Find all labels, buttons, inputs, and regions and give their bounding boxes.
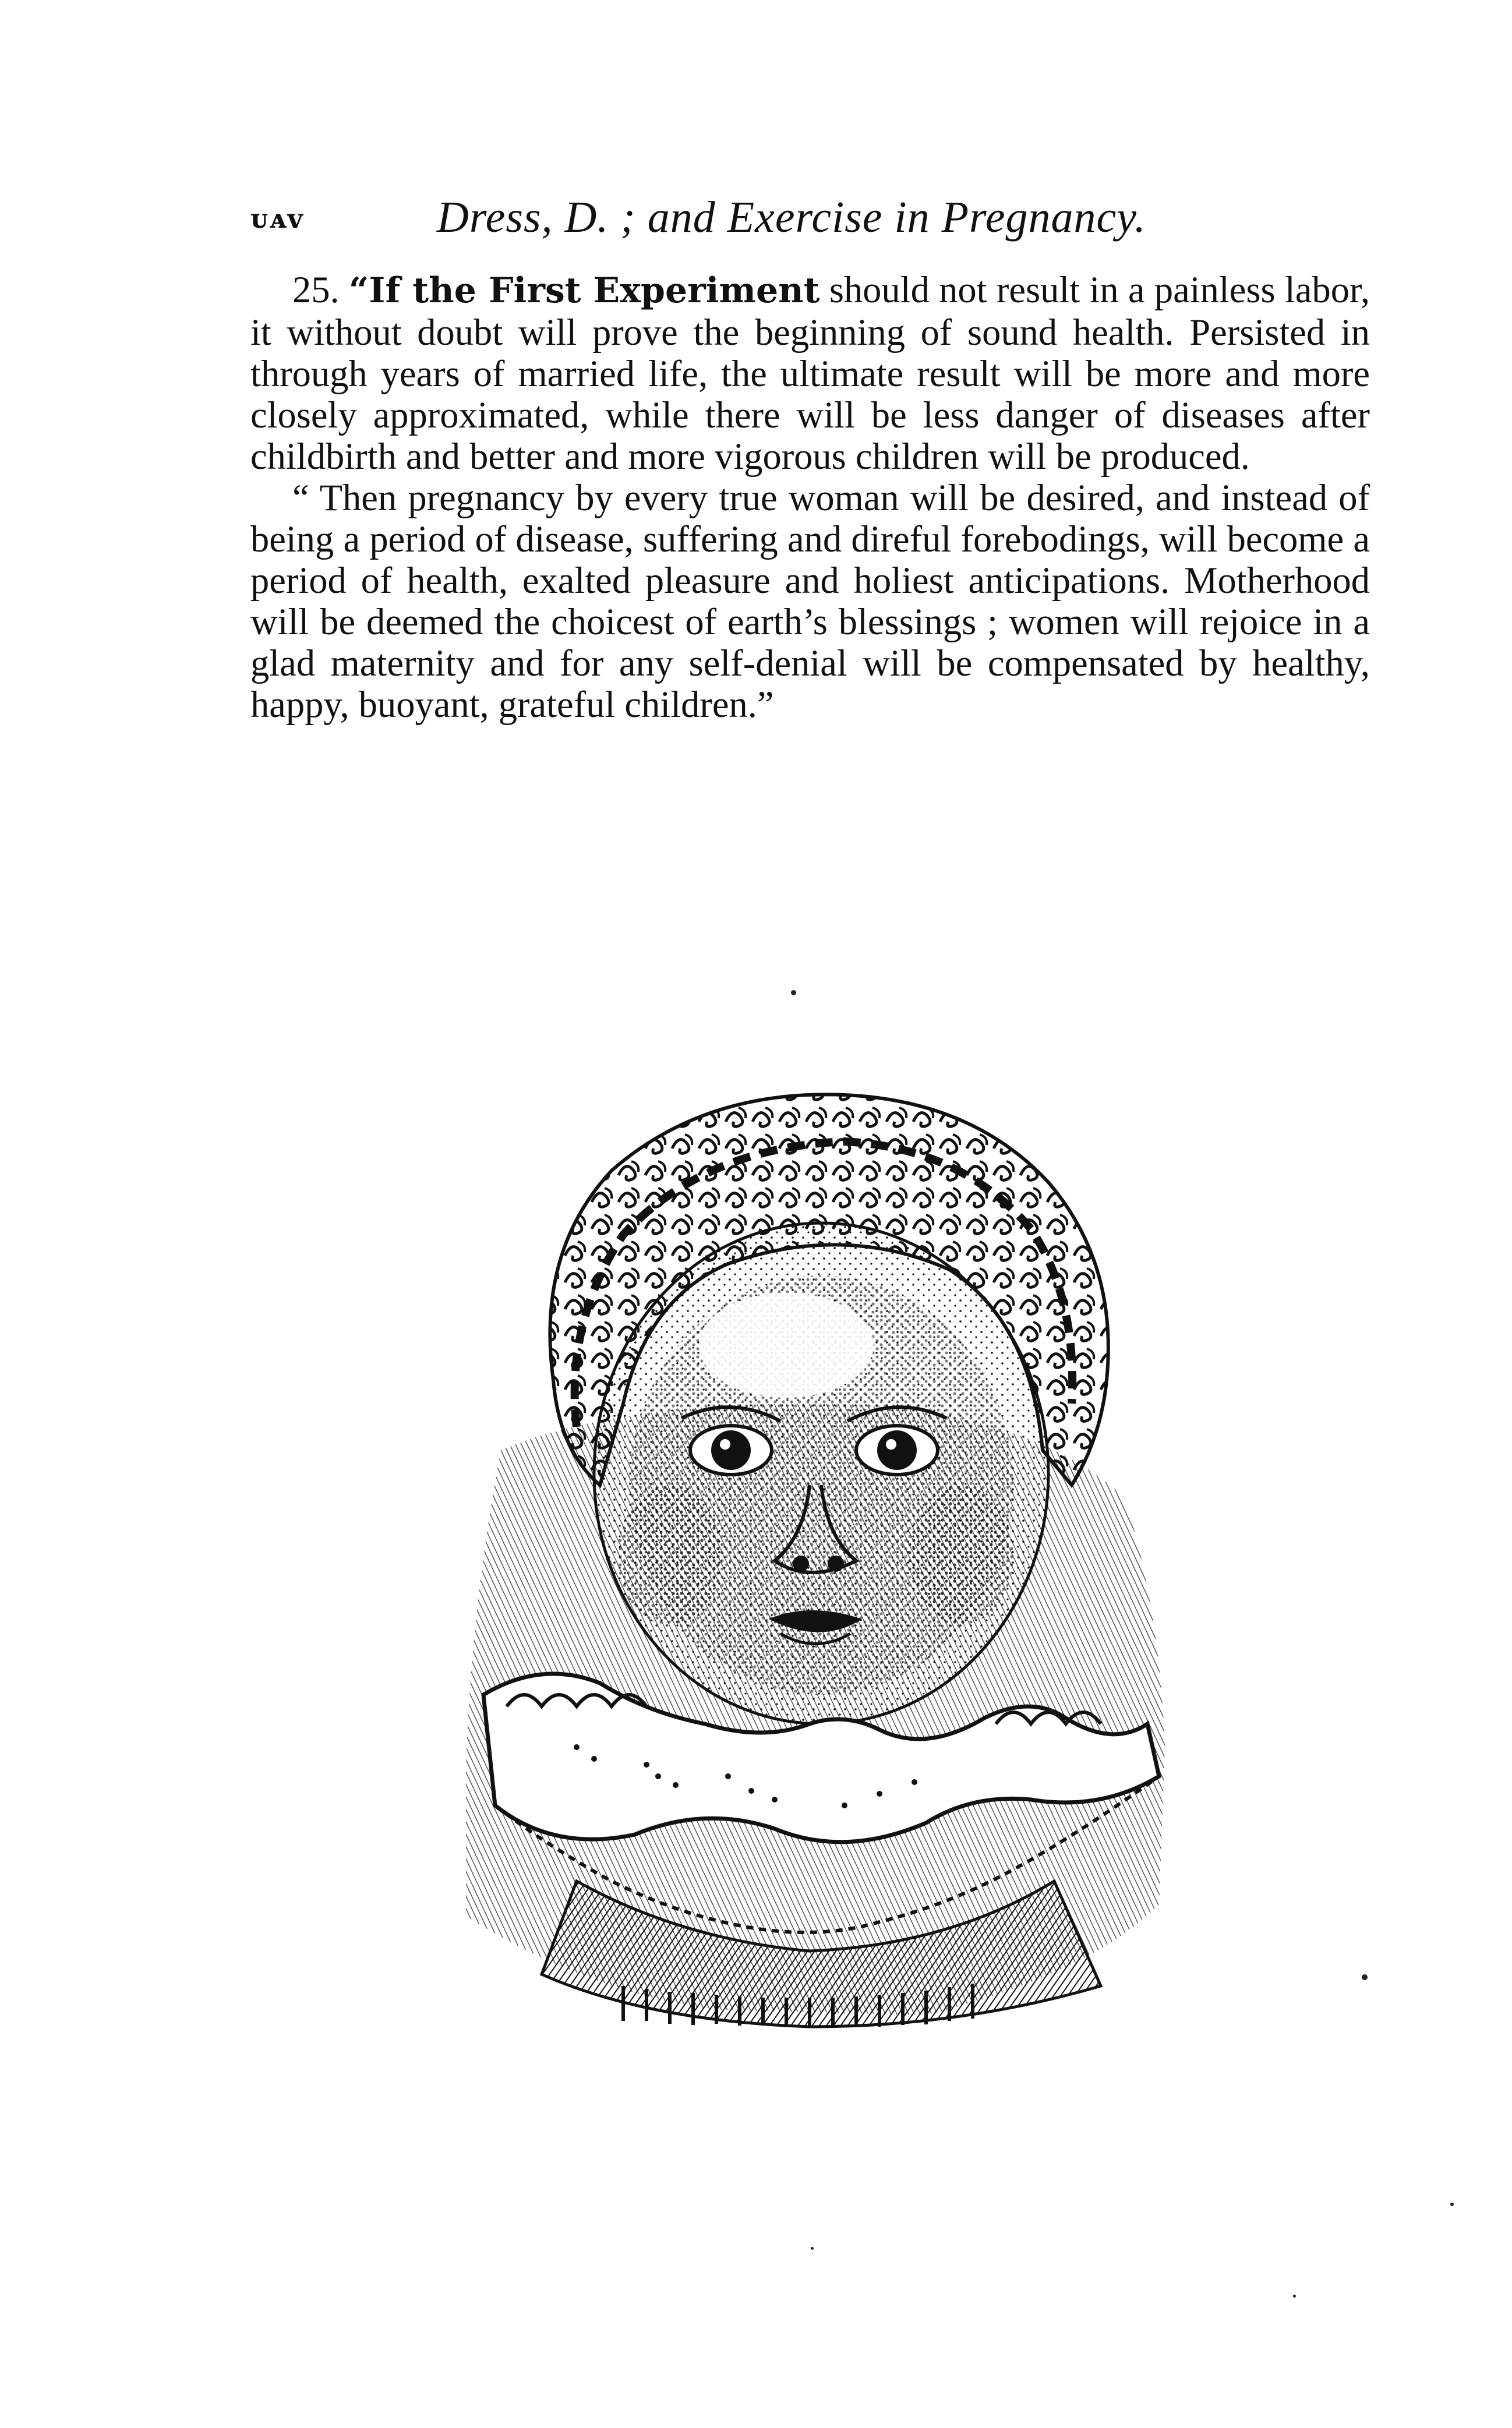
print-speck [811,2247,814,2250]
paragraph-25 [250,269,1370,477]
print-speck [1293,2295,1296,2298]
paragraph-number: 25. [292,269,349,310]
print-speck [1450,2203,1454,2206]
paragraph-text: should not result in a painless labor, it without doubt will prove the beginning of sound health. Persisted in through years of married life, the ultimate result will be more and more closely approximated, while there will be less danger of diseases after childbirth and better and more vigorous children will be produced. [250,269,1370,477]
infant-portrait-icon [402,1077,1229,2033]
quoted-paragraph: “ Then pregnancy by every true woman will be desired, and instead of being a period of disease, suffering and direful forebodings, will become a period of health, exalted pleasure and holiest anticipations. Motherhood will be deemed the choicest of earth’s blessings ; women will rejoice in a glad maternity and for any self-denial will be compensated by healthy, happy, buoyant, grateful children.” [250,477,1370,725]
print-speck [1362,1974,1368,1980]
body-text [250,269,1370,725]
infant-portrait-figure [402,1077,1229,2033]
paragraph-lead-bold: “If the First Experiment [348,270,820,311]
running-head-title: Dress, D. ; and Exercise in Pregnancy. [437,193,1146,242]
running-head [250,192,1404,245]
print-speck [791,990,796,995]
page-number: ᴜᴀᴠ [250,203,305,234]
